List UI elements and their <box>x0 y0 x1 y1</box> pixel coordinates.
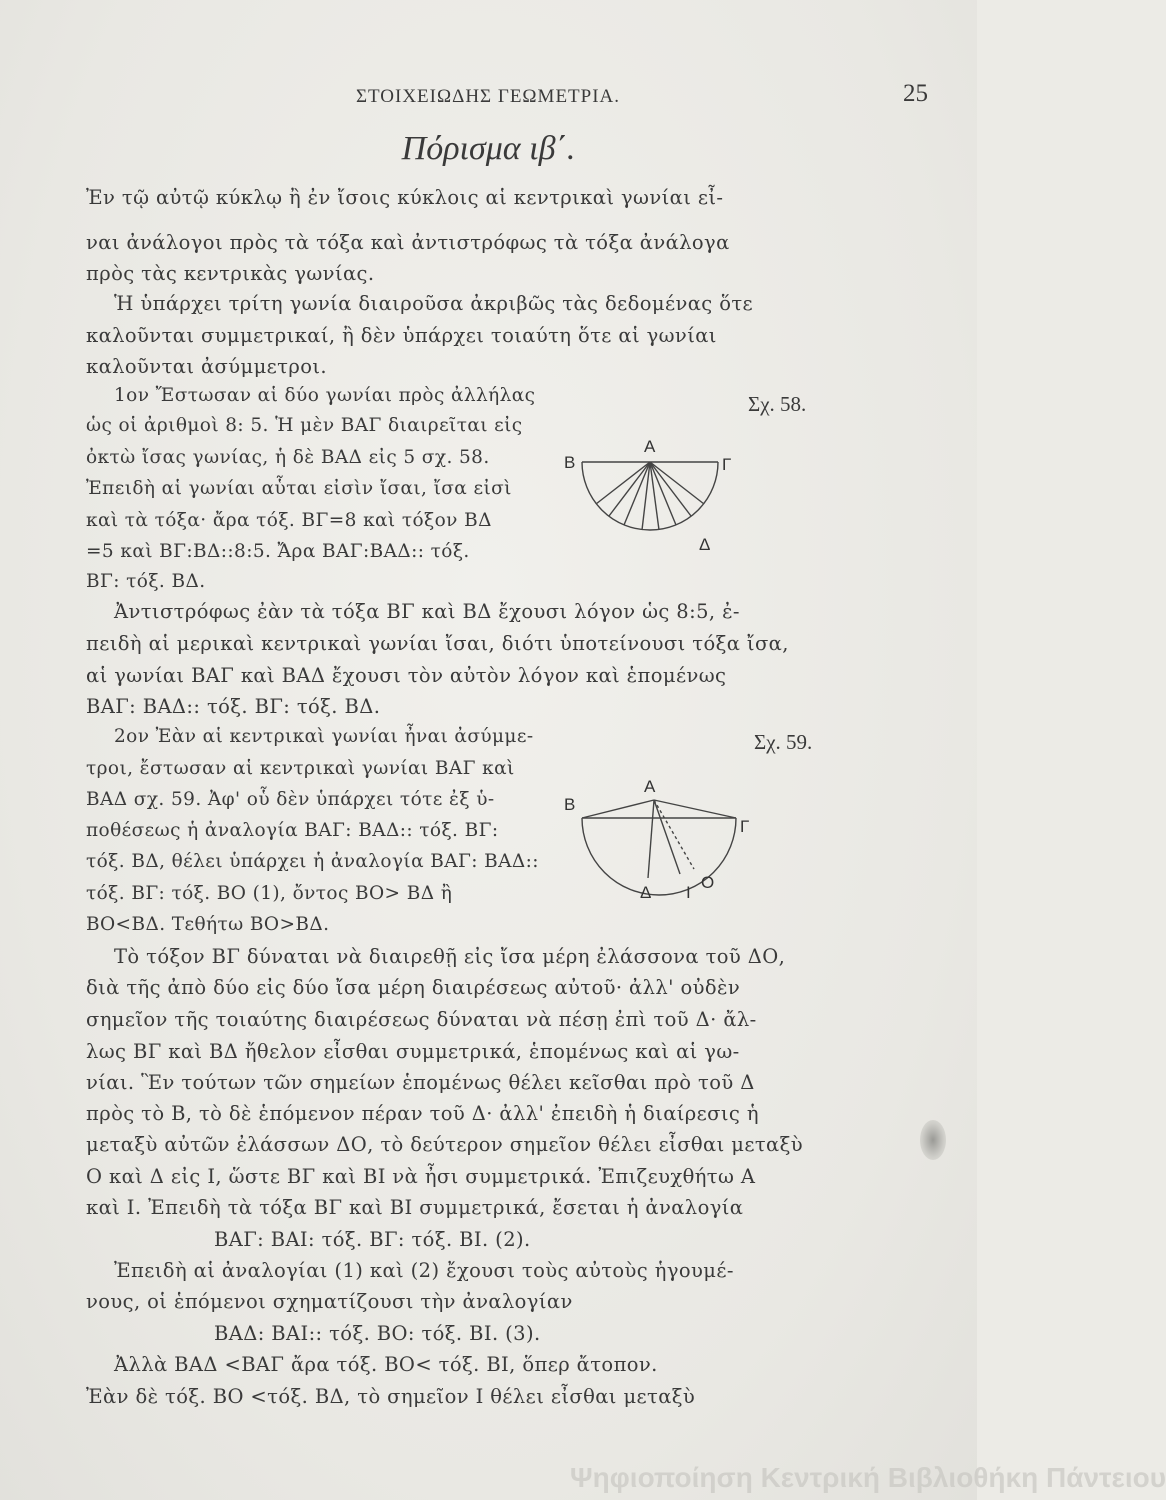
fig59-point-a: Α <box>644 777 656 796</box>
figure-59-diagram <box>560 770 750 910</box>
text-line: νους, οἱ ἑπόμενοι σχηματίζουσι τὴν ἀναλογίαν <box>86 1290 573 1313</box>
text-line: Ἀντιστρόφως ἐὰν τὰ τόξα ΒΓ καὶ ΒΔ ἔχουσι λόγον ὡς 8:5, ἐ- <box>114 600 740 623</box>
text-line: λως ΒΓ καὶ ΒΔ ἤθελον εἶσθαι συμμετρικά, ἑπομένως καὶ αἱ γω- <box>86 1040 740 1063</box>
text-line: ΒΑΓ: ΒΑΔ:: τόξ. ΒΓ: τόξ. ΒΔ. <box>86 695 381 718</box>
text-line: ναι ἀνάλογοι πρὸς τὰ τόξα καὶ ἀντιστρόφως τὰ τόξα ἀνάλογα <box>86 231 730 254</box>
text-line: Τὸ τόξον ΒΓ δύναται νὰ διαιρεθῇ εἰς ἴσα μέρη ἐλάσσονα τοῦ ΔΟ, <box>114 945 786 968</box>
text-line: καὶ τὰ τόξα· ἄρα τόξ. ΒΓ=8 καὶ τόξον ΒΔ <box>86 510 492 531</box>
text-line: Ἐπειδὴ αἱ ἀναλογίαι (1) καὶ (2) ἔχουσι τοὺς αὐτοὺς ἡγουμέ- <box>114 1259 734 1282</box>
text-line: διὰ τῆς ἀπὸ δύο εἰς δύο ἴσα μέρη διαιρέσεως αὐτοῦ· ἀλλ' οὐδὲν <box>86 976 741 999</box>
figure-58-label: Σχ. 58. <box>748 392 807 416</box>
text-line: τόξ. ΒΔ, θέλει ὑπάρχει ἡ ἀναλογία ΒΑΓ: ΒΑΔ:: <box>86 851 539 872</box>
text-line: πειδὴ αἱ μερικαὶ κεντρικαὶ γωνίαι ἴσαι, διότι ὑποτείνουσι τόξα ἴσα, <box>86 632 789 655</box>
text-line: Ἐὰν δὲ τόξ. ΒΟ <τόξ. ΒΔ, τὸ σημεῖον Ι θέλει εἶσθαι μεταξὺ <box>86 1385 696 1408</box>
text-line: πρὸς τὰς κεντρικὰς γωνίας. <box>86 262 375 285</box>
fig59-point-g: Γ <box>740 817 750 836</box>
text-line: Ἐπειδὴ αἱ γωνίαι αὗται εἰσὶν ἴσαι, ἴσα εἰσὶ <box>86 478 512 499</box>
text-line: =5 καὶ ΒΓ:ΒΔ::8:5. Ἄρα ΒΑΓ:ΒΑΔ:: τόξ. <box>86 541 470 562</box>
text-line: ποθέσεως ἡ ἀναλογία ΒΑΓ: ΒΑΔ:: τόξ. ΒΓ: <box>86 820 499 841</box>
fig58-point-b: Β <box>564 453 576 472</box>
text-line: καλοῦνται συμμετρικαί, ἢ δὲν ὑπάρχει τοιαύτη ὅτε αἱ γωνίαι <box>86 324 717 347</box>
fig58-point-a: Α <box>644 437 656 456</box>
text-line: ὀκτὼ ἴσας γωνίας, ἡ δὲ ΒΑΔ εἰς 5 σχ. 58. <box>86 447 490 468</box>
text-line: ΒΑΔ: ΒΑΙ:: τόξ. ΒΟ: τόξ. ΒΙ. (3). <box>214 1322 541 1345</box>
fig59-point-d: Δ <box>640 883 652 902</box>
text-line: καὶ Ι. Ἐπειδὴ τὰ τόξα ΒΓ καὶ ΒΙ συμμετρικά, ἔσεται ἡ ἀναλογία <box>86 1196 744 1219</box>
text-line: καλοῦνται ἀσύμμετροι. <box>86 355 327 378</box>
ink-stain <box>920 1120 946 1160</box>
text-line: νίαι. Ἓν τούτων τῶν σημείων ἑπομένως θέλει κεῖσθαι πρὸ τοῦ Δ <box>86 1071 755 1094</box>
text-line: ὡς οἱ ἀριθμοὶ 8: 5. Ἡ μὲν ΒΑΓ διαιρεῖται εἰς <box>86 415 523 436</box>
fig58-point-g: Γ <box>722 455 732 474</box>
fig58-point-d: Δ <box>699 535 711 554</box>
text-line: αἱ γωνίαι ΒΑΓ καὶ ΒΑΔ ἔχουσι τὸν αὐτὸν λόγον καὶ ἑπομένως <box>86 664 727 687</box>
figure-59-label: Σχ. 59. <box>754 730 813 754</box>
fig59-point-b: Β <box>564 795 576 814</box>
text-line: Ἡ ὑπάρχει τρίτη γωνία διαιροῦσα ἀκριβῶς τὰς δεδομένας ὅτε <box>114 292 754 315</box>
text-line: μεταξὺ αὐτῶν ἐλάσσων ΔΟ, τὸ δεύτερον σημεῖον θέλει εἶσθαι μεταξὺ <box>86 1133 803 1156</box>
text-line: τροι, ἔστωσαν αἱ κεντρικαὶ γωνίαι ΒΑΓ καὶ <box>86 758 515 779</box>
running-head: ΣΤΟΙΧΕΙΩΔΗΣ ΓΕΩΜΕΤΡΙΑ. <box>355 86 621 107</box>
page-number: 25 <box>903 80 928 107</box>
text-line: Ο καὶ Δ εἰς Ι, ὥστε ΒΓ καὶ ΒΙ νὰ ἦσι συμμετρικά. Ἐπιζευχθήτω Α <box>86 1165 756 1188</box>
text-line: πρὸς τὸ Β, τὸ δὲ ἑπόμενον πέραν τοῦ Δ· ἀλλ' ἐπειδὴ ἡ διαίρεσις ἡ <box>86 1102 759 1125</box>
fig59-point-i: Ι <box>686 883 691 902</box>
text-line: ΒΑΓ: ΒΑΙ: τόξ. ΒΓ: τόξ. ΒΙ. (2). <box>214 1228 531 1251</box>
text-line: ΒΟ<ΒΔ. Τεθήτω ΒΟ>ΒΔ. <box>86 914 330 935</box>
text-line: Ἐν τῷ αὐτῷ κύκλῳ ἢ ἐν ἴσοις κύκλοις αἱ κεντρικαὶ γωνίαι εἶ- <box>86 186 724 209</box>
text-line: τόξ. ΒΓ: τόξ. ΒΟ (1), ὄντος ΒΟ> ΒΔ ἢ <box>86 883 453 904</box>
text-line: Ἀλλὰ ΒΑΔ <ΒΑΓ ἄρα τόξ. ΒΟ< τόξ. ΒΙ, ὅπερ ἄτοπον. <box>114 1353 658 1376</box>
text-line: ΒΓ: τόξ. ΒΔ. <box>86 571 206 592</box>
text-line: σημεῖον τῆς τοιαύτης διαιρέσεως δύναται νὰ πέσῃ ἐπὶ τοῦ Δ· ἄλ- <box>86 1008 757 1031</box>
fig59-point-o: Ο <box>701 873 715 892</box>
section-title: Πόρισμα ιβ΄. <box>401 130 576 167</box>
text-line: ΒΑΔ σχ. 59. Ἀφ' οὗ δὲν ὑπάρχει τότε ἐξ ὑ- <box>86 789 495 810</box>
library-watermark: Ψηφιοποίηση Κεντρική Βιβλιοθήκη Πάντειου <box>570 1462 1166 1493</box>
figure-58-diagram <box>560 420 740 560</box>
text-line: 2ον Ἐὰν αἱ κεντρικαὶ γωνίαι ἦναι ἀσύμμε- <box>114 726 534 747</box>
text-line: 1ον Ἔστωσαν αἱ δύο γωνίαι πρὸς ἀλλήλας <box>114 385 536 406</box>
